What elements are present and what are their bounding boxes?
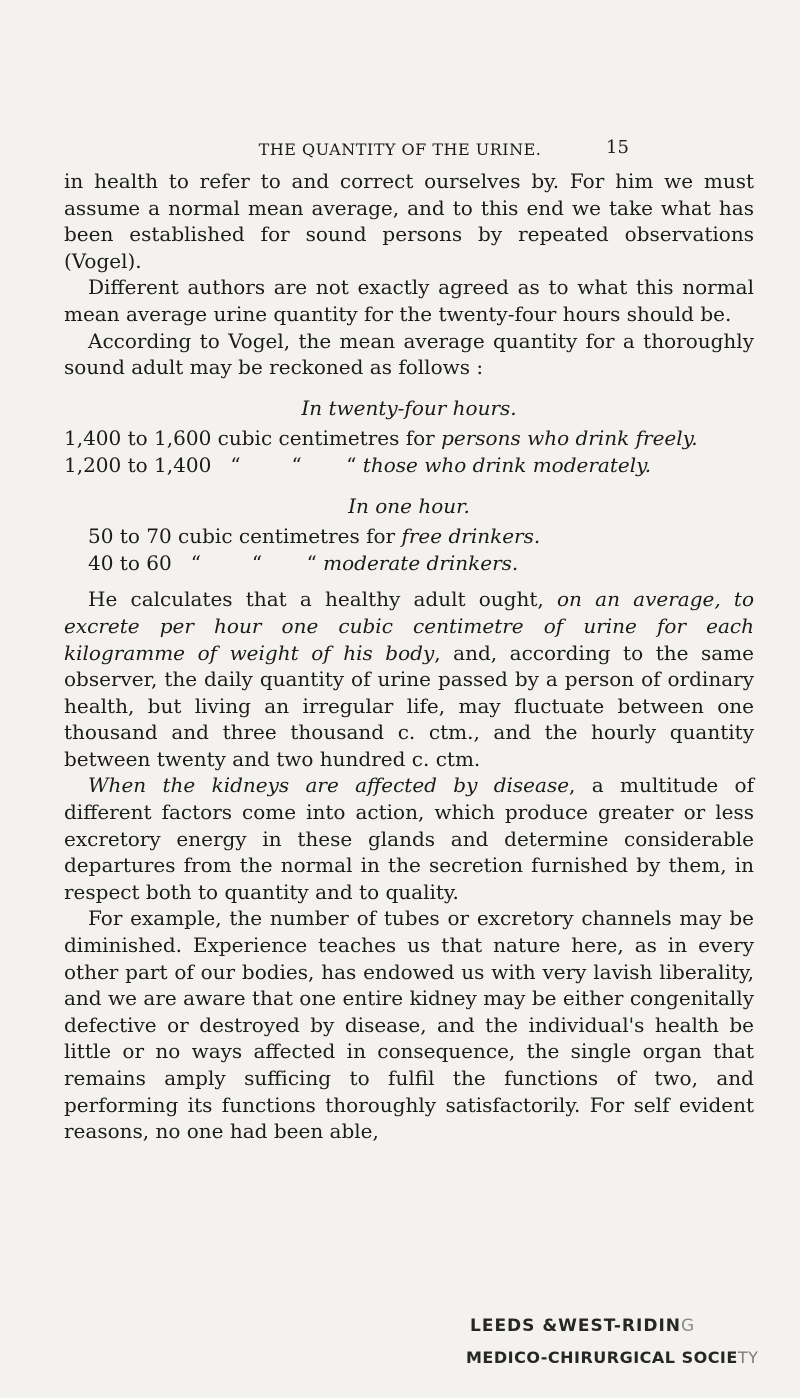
stamp-line-society-name: MEDICO-CHIRURGICAL SOCIETY [466, 1348, 759, 1367]
heading-one-hour: In one hour. [348, 493, 470, 518]
quantity-row-group: persons who drink freely. [441, 426, 698, 451]
paragraph-example-tubes: For example, the number of tubes or excretory channels may be diminished. Experience teaches us that nature here, as in every other part of our bodies, has endowed us with very lavish liberality, and we are aware that one entire kidney may be either congenitally defective or destroyed by disease, and the individual's health be little or no ways affected in consequence, the single organ that remains amply sufficing to fulfil the functions of two, and performing its functions thoroughly satisfactorily. For self evident reasons, no one had been able, [64, 906, 754, 1144]
emphasis-per-hour: on an average, to excrete per hour one cubic centimetre of urine for each kilogramme of weight of his body [64, 587, 755, 665]
emphasis-kidneys-affected: When the kidneys are affected by disease [88, 773, 570, 798]
quantity-row-1h-free [64, 523, 754, 550]
paragraph-continuation: in health to refer to and correct ourselves by. For him we must assume a normal mean average, and to this end we take what has been established for sound persons by repeated observations (Vogel). [64, 169, 754, 273]
quantity-row-range: 1,400 to 1,600 cubic centimetres for [64, 426, 442, 451]
paragraph-kidney-disease: When the kidneys are affected by disease, a multitude of different factors come into action, which produce greater or less excretory energy in these glands and determine considerable departures from the normal in the secretion furnished by them, in respect both to quantity and to quality. [64, 773, 754, 904]
page-body [64, 168, 754, 1145]
quantity-row-24h-moderate [64, 452, 754, 479]
quantity-row-range: 40 to 60 “ “ “ [88, 550, 324, 575]
quantity-row-group: moderate drinkers. [323, 550, 519, 575]
running-title: THE QUANTITY OF THE URINE. [258, 140, 542, 159]
quantity-row-group: those who drink moderately. [362, 452, 652, 477]
library-stamp [466, 1310, 770, 1374]
page-number: 15 [606, 137, 629, 158]
quantity-row-1h-moderate [64, 550, 754, 577]
heading-twenty-four-hours: In twenty-four hours. [301, 395, 517, 420]
paragraph-healthy-adult: He calculates that a healthy adult ought, on an average, to excrete per hour one cubic centimetre of urine for each kilogramme of weight of his body, and, according to the same observer, the daily quantity of urine passed by a person of ordinary health, but living an irregular life, may fluctuate between one thousand and three thousand c. ctm., and the hourly quantity between twenty and two hundred c. ctm. [64, 587, 755, 771]
quantity-row-range: 1,200 to 1,400 “ “ “ [64, 452, 363, 477]
paragraph-vogel-average: According to Vogel, the mean average quantity for a thoroughly sound adult may be reckoned as follows : [64, 328, 754, 380]
paragraph-authors-disagree: Different authors are not exactly agreed as to what this normal mean average urine quantity for the twenty-four hours should be. [64, 275, 754, 326]
quantity-row-range: 50 to 70 cubic centimetres for [88, 524, 402, 549]
stamp-line-society-location: LEEDS &WEST-RIDING [470, 1316, 696, 1336]
quantity-row-group: free drinkers. [401, 524, 541, 549]
quantity-row-24h-free [64, 425, 754, 452]
